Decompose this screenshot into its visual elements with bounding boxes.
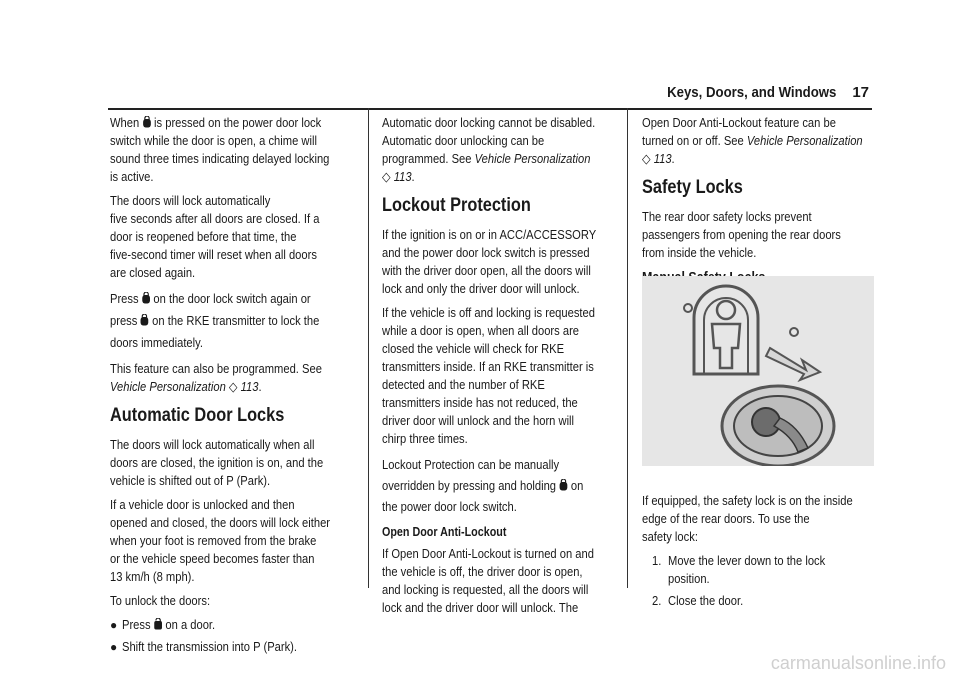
section-title: Keys, Doors, and Windows xyxy=(666,84,836,101)
heading-open-door-anti-lockout: Open Door Anti-Lockout xyxy=(382,525,507,539)
page-ref-icon: ◇ xyxy=(228,379,238,394)
child-lock-icon xyxy=(642,276,874,466)
heading-safety-locks: Safety Locks xyxy=(642,177,743,198)
cross-reference-link[interactable]: Vehicle Personalization xyxy=(110,379,226,394)
heading-automatic-door-locks: Automatic Door Locks xyxy=(110,405,285,426)
paragraph: If Open Door Anti-Lockout is turned on and the vehicle is off, the driver door is open, and locking is requested, all the doors will lock and the driver door will unlock. The xyxy=(382,546,594,615)
column-2 xyxy=(382,114,630,623)
column-divider xyxy=(368,108,369,588)
paragraph: This feature can also be programmed. See Vehicle Personalization ◇ 113. xyxy=(110,361,322,394)
paragraph: The doors will lock automatically five seconds after all doors are closed. If a door is reopened before that time, the five-second timer will reset when all doors are closed again. xyxy=(110,193,320,280)
lock-icon xyxy=(142,116,151,128)
paragraph: Lockout Protection can be manually overridden by pressing and holding on the power door lock switch. xyxy=(382,457,584,514)
watermark: carmanualsonline.info xyxy=(770,653,946,673)
paragraph: Automatic door locking cannot be disabled. Automatic door unlocking can be programmed. See Vehicle Personalization ◇ 113. xyxy=(382,115,596,184)
paragraph: Open Door Anti-Lockout feature can be turned on or off. See Vehicle Personalization ◇ 113. xyxy=(642,115,863,166)
cross-reference-link[interactable]: Vehicle Personalization xyxy=(746,133,863,148)
lock-icon xyxy=(142,292,151,304)
page-number: 17 xyxy=(852,84,869,101)
page-header xyxy=(0,84,960,106)
list-item: 2. Close the door. xyxy=(652,593,744,608)
safety-lock-illustration xyxy=(642,276,874,466)
paragraph: The doors will lock automatically when all doors are closed, the ignition is on, and the vehicle is shifted out of P (Park). xyxy=(110,437,324,488)
page-ref: 113 xyxy=(653,151,672,166)
list-item: ● Press on a door. xyxy=(110,617,216,632)
paragraph: If the ignition is on or in ACC/ACCESSORY and the power door lock switch is pressed with the driver door open, all the doors will lock and only the driver door will unlock. xyxy=(382,227,597,296)
paragraph: If a vehicle door is unlocked and then opened and closed, the doors will lock either when your foot is removed from the brake or the vehicle speed becomes faster than 13 km/h (8 mph). xyxy=(110,497,331,584)
page-ref: 113 xyxy=(393,169,412,184)
header-rule xyxy=(108,108,872,110)
list-item: ● Shift the transmission into P (Park). xyxy=(110,639,298,654)
paragraph: Press on the door lock switch again or press on the RKE transmitter to lock the doors immediately. xyxy=(110,291,320,350)
page-ref-icon: ◇ xyxy=(642,151,651,166)
page-ref-icon: ◇ xyxy=(382,169,391,184)
unlock-icon xyxy=(154,618,163,630)
paragraph: If the vehicle is off and locking is requested while a door is open, when all doors are closed the vehicle will check for RKE transmitters inside. If an RKE transmitter is detected and the number of RKE transmitters inside has not reduced, the driver door will unlock and the horn will chirp three times. xyxy=(382,305,595,446)
paragraph: If equipped, the safety lock is on the inside edge of the rear doors. To use the safety lock: xyxy=(642,493,853,544)
lock-icon xyxy=(140,314,149,326)
heading-lockout-protection: Lockout Protection xyxy=(382,195,531,216)
column-1 xyxy=(110,114,358,660)
bullet-icon: ● xyxy=(110,618,118,632)
cross-reference-link[interactable]: Vehicle Personalization xyxy=(474,151,591,166)
list-item: 1. Move the lever down to the lock position. xyxy=(652,553,826,586)
paragraph: The rear door safety locks prevent passengers from opening the rear doors from inside the vehicle. xyxy=(642,209,841,260)
paragraph: When is pressed on the power door lock switch while the door is open, a chime will sound three times indicating delayed locking is active. xyxy=(110,115,330,184)
lock-icon xyxy=(559,479,568,491)
paragraph: To unlock the doors: xyxy=(110,593,211,608)
page-ref: 113 xyxy=(240,379,259,394)
bullet-icon: ● xyxy=(110,640,118,654)
